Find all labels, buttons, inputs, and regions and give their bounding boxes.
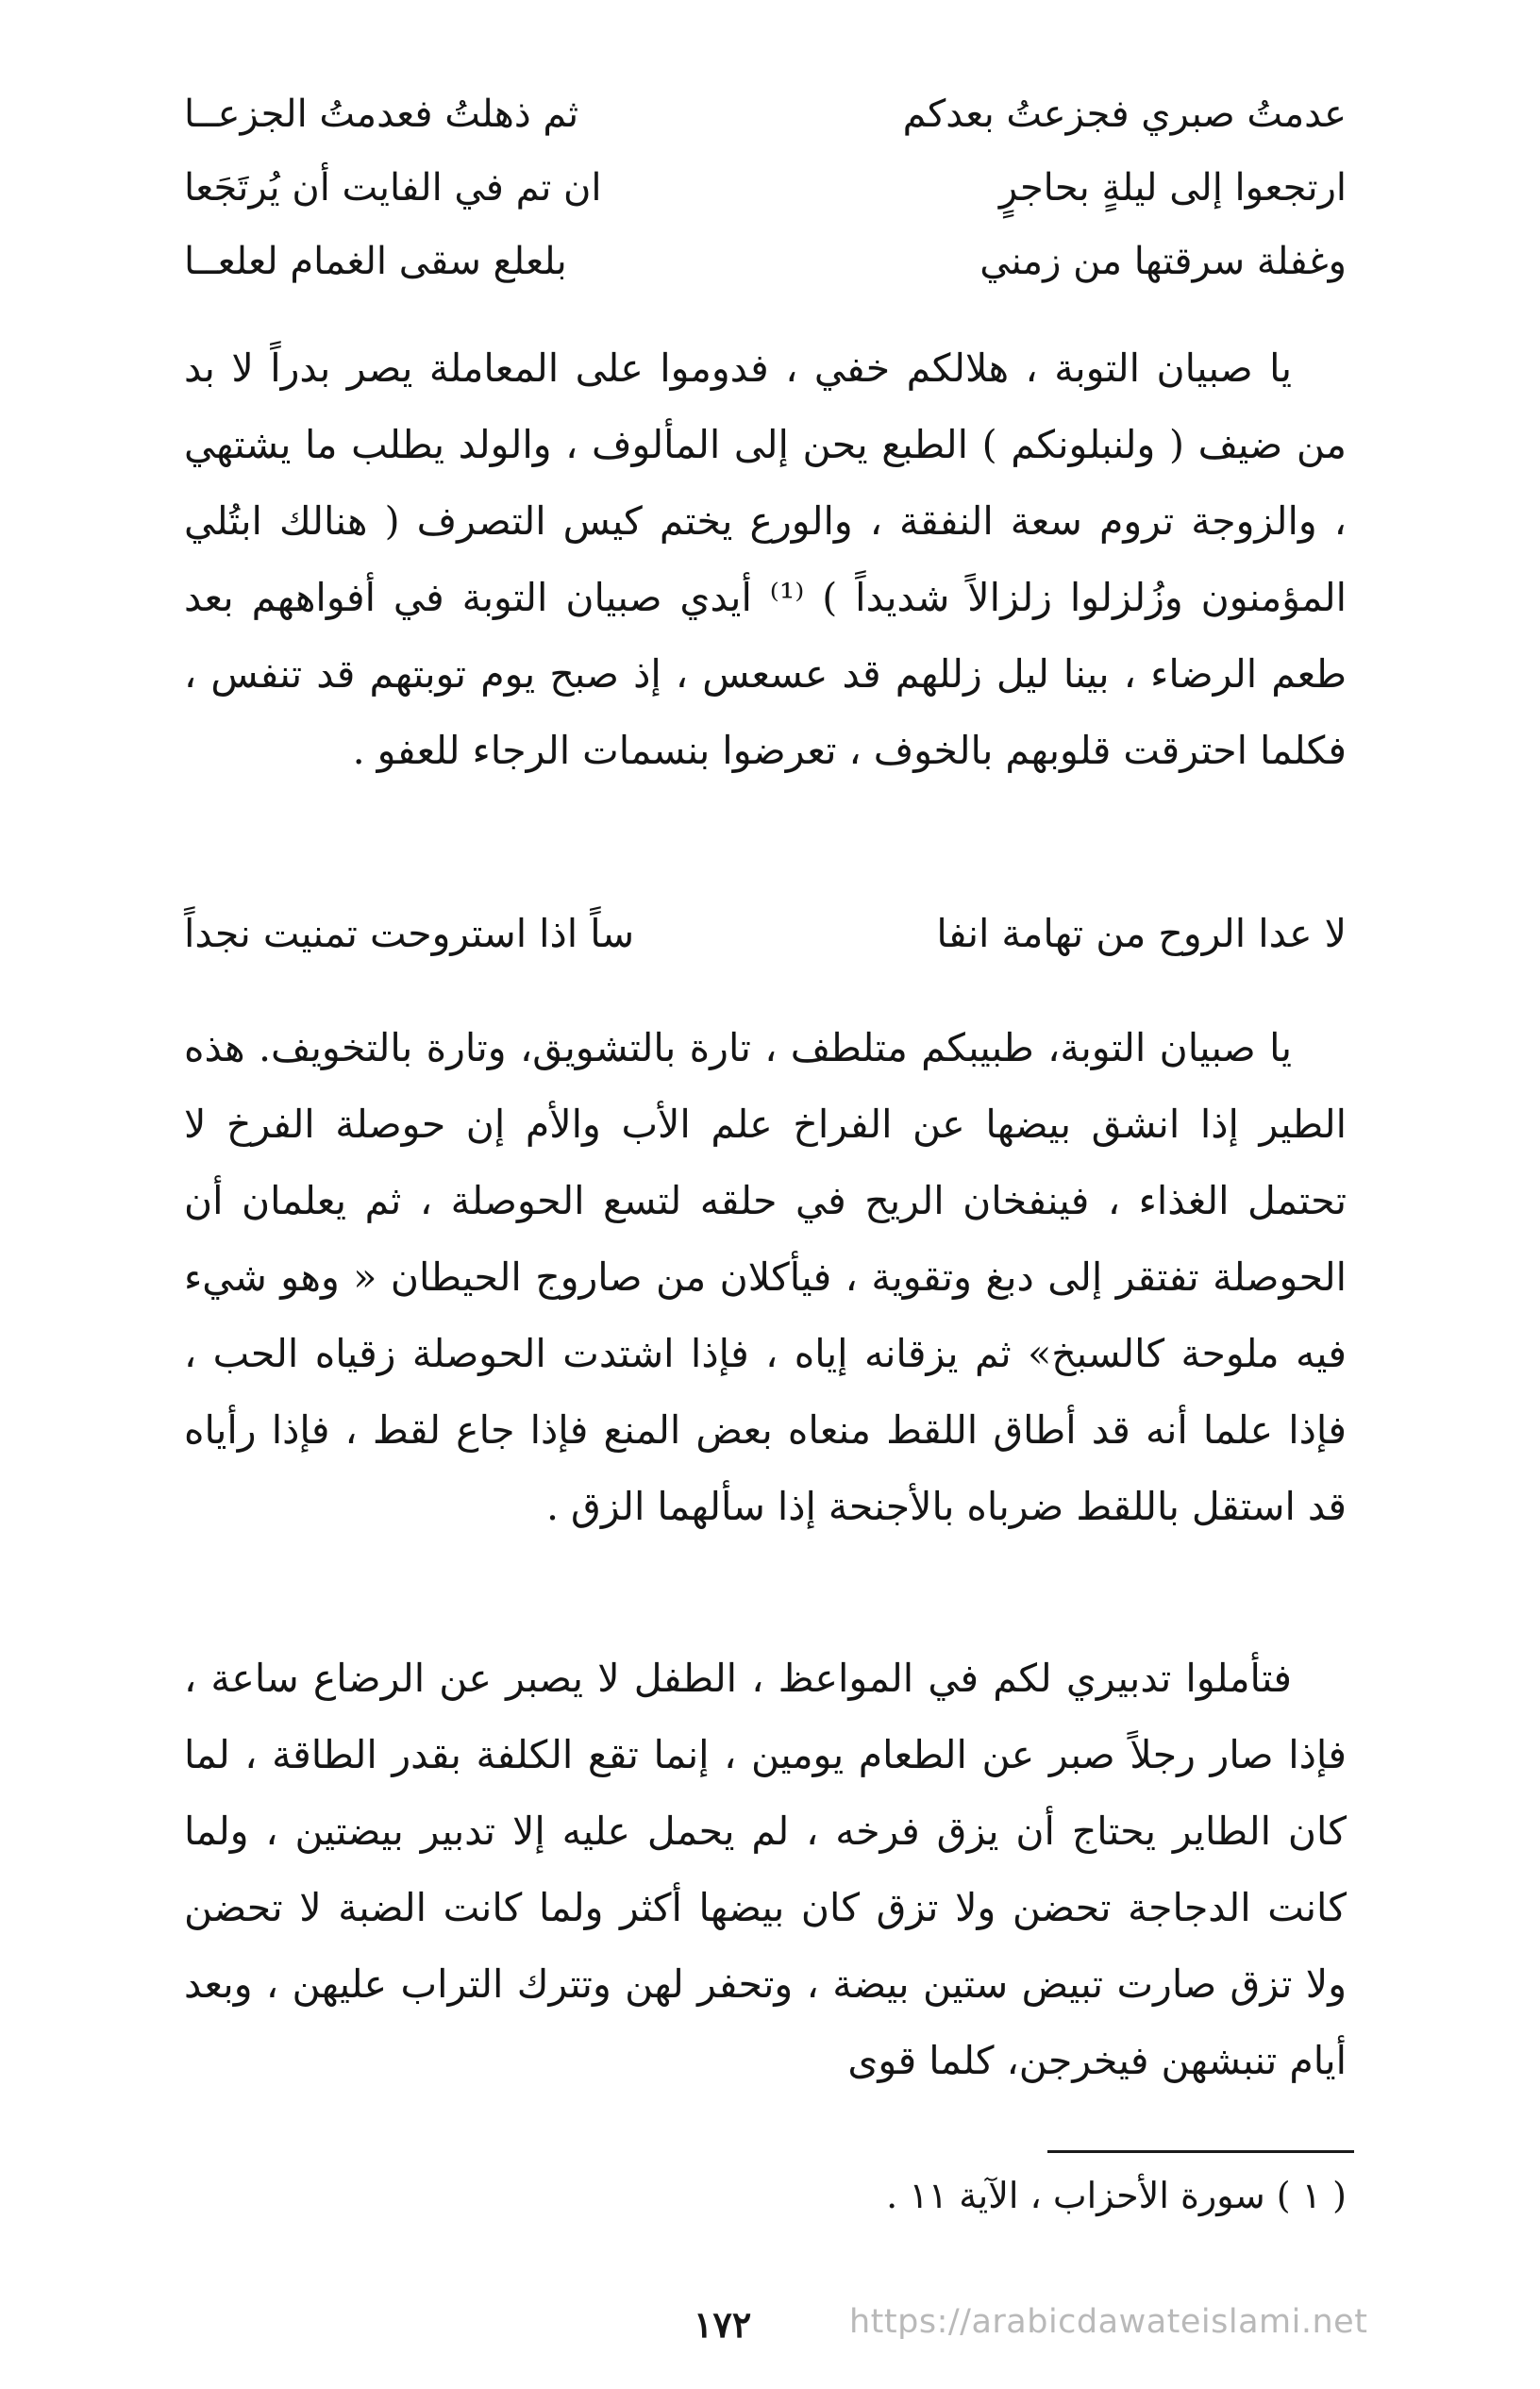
hemistich-left: بلعلع سقى الغمام لعلعــا bbox=[184, 240, 567, 283]
paragraph-1 bbox=[184, 330, 1347, 789]
hemistich-left: ثم ذهلتُ فعدمتُ الجزعــا bbox=[184, 93, 579, 136]
watermark-url: https://arabicdawateislami.net bbox=[849, 2303, 1368, 2341]
footnote-divider bbox=[1047, 2150, 1354, 2153]
hemistich-right: عدمتُ صبري فجزعتُ بعدكم bbox=[902, 93, 1347, 136]
verse-line-2 bbox=[184, 911, 1347, 956]
paragraph-text: فتأملوا تدبيري لكم في المواعظ ، الطفل لا يصبر عن الرضاع ساعة ، فإذا صار رجلاً صبر عن الطعام يومين ، إنما تقع الكلفة بقدر الطاقة ‌، لما كان الطاير يحتاج أن يزق فرخه ‌، لم يحمل عليه إلا تدبير بيضتين ‌، ولما كانت الدجاجة تحضن ولا تزق كان بيضها أكثر ولما كانت الضبة لا تحضن ولا تزق صارت تبيض ستين بيضة ، وتحفر لهن وتترك التراب عليهن ‌، وبعد أيام تنبشهن فيخرجن، كلما قوى bbox=[184, 1656, 1347, 2083]
poem-line bbox=[184, 225, 1347, 298]
hemistich-right: لا عدا الروح من تهامة انفا bbox=[936, 911, 1347, 956]
poem-line bbox=[184, 77, 1347, 151]
paragraph-text: يا صبيان التوبة ، هلالكم خفي ‌، فدوموا على المعاملة يصر بدراً لا بد من ضيف ( ولنبلونكم ) الطبع يحن إلى المألوف ‌، والولد يطلب ما يشتهي ‌، والزوجة تروم سعة النفقة ‌، والورع يختم كيس التصرف ( هنالك ابتُلي المؤمنون وزُلزلوا زلزالاً شديداً ) ⁽¹⁾ أيدي صبيان التوبة في أفواههم بعد طعم الرضاء ، بينا ليل زللهم قد عسعس ، إذ صبح يوم توبتهم قد تنفس ، فكلما احترقت قلوبهم بالخوف ‌، تعرضوا بنسمات الرجاء للعفو . bbox=[184, 345, 1347, 773]
footnote: ( ١ ) سورة الأحزاب ، الآية ١١ . bbox=[886, 2175, 1347, 2216]
page-number: ١٧٢ bbox=[694, 2303, 752, 2346]
poem-line bbox=[184, 151, 1347, 225]
hemistich-right: وغفلة سرقتها من زمني bbox=[979, 240, 1347, 283]
hemistich-left: ان تم في الفايت أن يُرتَجَعا bbox=[184, 166, 602, 210]
hemistich-left: ساً اذا استروحت تمنيت نجداً bbox=[184, 911, 635, 956]
poem-block bbox=[184, 77, 1347, 298]
paragraph-text: يا صبيان التوبة، طبيبكم متلطف ‌، تارة بالتشويق‌، وتارة بالتخويف. هذه الطير إذا انشق بيضها عن الفراخ علم الأب والأم إن حوصلة الفرخ لا تحتمل الغذاء ، فينفخان الريح في حلقه لتسع الحوصلة ، ثم يعلمان أن الحوصلة تفتقر إلى دبغ وتقوية ، فيأكلان من صاروج الحيطان « وهو شيء فيه ملوحة كالسبخ» ثم يزقانه إياه ، فإذا اشتدت الحوصلة زقياه الحب ، فإذا علما أنه قد أطاق اللقط منعاه بعض المنع فإذا جاع لقط ‌، فإذا رأياه قد استقل باللقط ضرباه بالأجنحة إذا سألهما الزق . bbox=[184, 1025, 1347, 1529]
paragraph-2 bbox=[184, 1010, 1347, 1545]
paragraph-3 bbox=[184, 1640, 1347, 2099]
hemistich-right: ارتجعوا إلى ليلةٍ بحاجرٍ bbox=[998, 166, 1347, 210]
